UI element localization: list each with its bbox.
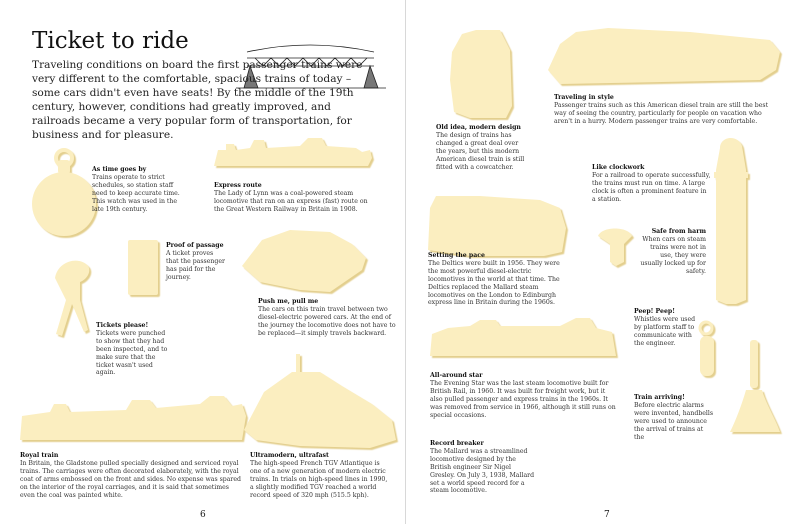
caption-body: Whistles were used by platform staff to communicate with the engineer. [634, 315, 696, 347]
caption-setting-the-pace [428, 252, 570, 307]
push-pull-train-icon [242, 230, 366, 292]
padlock-icon [598, 229, 632, 267]
american-diesel-cowcatcher-icon [450, 30, 512, 118]
caption-body: Passenger trains such as this American diesel train are still the best way of seeing the country, particularly for people on vacation who aren't in a hurry. Modern passenger trains are very comfortable. [554, 101, 769, 125]
caption-as-time-goes-by [92, 166, 182, 213]
caption-proof-of-passage [166, 242, 226, 282]
steam-locomotive-express-icon [214, 138, 372, 166]
caption-like-clockwork [592, 164, 712, 204]
caption-peep-peep [634, 308, 696, 348]
caption-ultramodern-ultrafast [250, 452, 388, 499]
caption-heading: Setting the pace [428, 252, 485, 259]
ticket-icon [128, 240, 158, 295]
whistle-icon [700, 322, 714, 376]
royal-train-icon [20, 396, 246, 440]
american-diesel-passenger-icon [548, 28, 780, 84]
caption-body: Trains operate to strict schedules, so station staff need to keep accurate time. This watch was used in the late 19th century. [92, 173, 180, 213]
caption-heading: Peep! Peep! [634, 308, 675, 315]
page-title: Ticket to ride [32, 28, 189, 54]
caption-body: The Mallard was a streamlined locomotive designed by the British engineer Sir Nigel Gresley. On July 3, 1938, Mallard set a world speed record for a steam locomotive. [430, 447, 535, 495]
caption-heading: Push me, pull me [258, 298, 319, 305]
caption-body: The Deltics were built in 1956. They were the most powerful diesel-electric locomotives in the world at that time. The Deltics replaced the Mallard steam locomotives on the London to Edinburgh express line in Britain during the 1960s. [428, 259, 560, 307]
caption-record-breaker [430, 440, 536, 495]
caption-body: The Lady of Lynn was a coal-powered steam locomotive that ran on an express (fast) route on the Great Western Railway in Britain in 1908. [214, 189, 368, 213]
caption-body: In Britain, the Gladstone pulled specially designed and serviced royal trains. The carriages were often decorated elaborately, with the royal coat of arms embossed on the front and sides. No expense was spared on the interior of the royal carriages, and it is said that sometimes even the coal was painted white. [20, 459, 242, 499]
caption-body: A ticket proves that the passenger has paid for the journey. [166, 249, 225, 281]
caption-body: Tickets were punched to show that they had been inspected, and to make sure that the ticket wasn't used again. [96, 329, 168, 377]
caption-body: When cars on steam trains were not in use, they were usually locked up for safety. [640, 235, 706, 275]
page-number-right: 7 [604, 510, 610, 520]
caption-heading: All-around star [430, 372, 483, 379]
caption-heading: Royal train [20, 452, 59, 459]
caption-old-idea-modern-design [436, 124, 528, 171]
caption-traveling-in-style [554, 94, 772, 126]
caption-train-arriving [634, 394, 714, 441]
caption-body: The Evening Star was the last steam locomotive built for British Rail, in 1960. It was built for freight work, but it also pulled passenger and express trains in the 1960s. It was removed from service in 1966, although it still runs on special occasions. [430, 379, 616, 419]
tgv-train-icon [244, 354, 396, 448]
caption-royal-train [20, 452, 242, 499]
page-number-left: 6 [200, 510, 206, 520]
caption-heading: Record breaker [430, 440, 484, 447]
caption-body: The high-speed French TGV Atlantique is one of a new generation of modern electric trains. In trials on high-speed lines in 1990, a slightly modified TGV reached a world record speed of 320 mph (515.5 kph). [250, 459, 388, 499]
ticket-punch-icon [55, 261, 89, 336]
caption-heading: Old idea, modern design [436, 124, 521, 131]
caption-express-route [214, 182, 374, 214]
caption-heading: Express route [214, 182, 262, 189]
caption-heading: Proof of passage [166, 242, 224, 249]
caption-body: Before electric alarms were invented, handbells were used to announce the arrival of trains at the [634, 401, 714, 441]
caption-safe-from-harm [636, 228, 706, 275]
caption-heading: Train arriving! [634, 394, 685, 401]
caption-heading: Safe from harm [651, 228, 706, 235]
caption-body: For a railroad to operate successfully, the trains must run on time. A large clock is often a prominent feature in a station. [592, 171, 711, 203]
pocket-watch-icon [32, 150, 96, 236]
caption-heading: As time goes by [92, 166, 147, 173]
handbell-icon [730, 340, 780, 432]
intro-paragraph: Traveling conditions on board the first passenger trains were very different to the comfortable, spacious trains of today – some cars didn't even have seats! By the middle of the 19th century, however, conditions had greatly improved, and railroads became a very popular form of transportation, for business and for pleasure. [32, 59, 363, 141]
caption-all-around-star [430, 372, 618, 419]
caption-tickets-please [96, 322, 172, 377]
caption-body: The cars on this train travel between two diesel-electric powered cars. At the end of the journey the locomotive does not have to be replaced—it simply travels backward. [258, 305, 396, 337]
caption-heading: Like clockwork [592, 164, 645, 171]
deltic-locomotive-icon [428, 196, 566, 256]
caption-heading: Traveling in style [554, 94, 614, 101]
evening-star-locomotive-icon [430, 318, 616, 356]
station-clock-icon [714, 138, 748, 304]
caption-heading: Ultramodern, ultrafast [250, 452, 329, 459]
caption-push-me-pull-me [258, 298, 396, 338]
caption-heading: Tickets please! [96, 322, 149, 329]
caption-body: The design of trains has changed a great deal over the years, but this modern American diesel train is still fitted with a cowcatcher. [436, 131, 525, 171]
